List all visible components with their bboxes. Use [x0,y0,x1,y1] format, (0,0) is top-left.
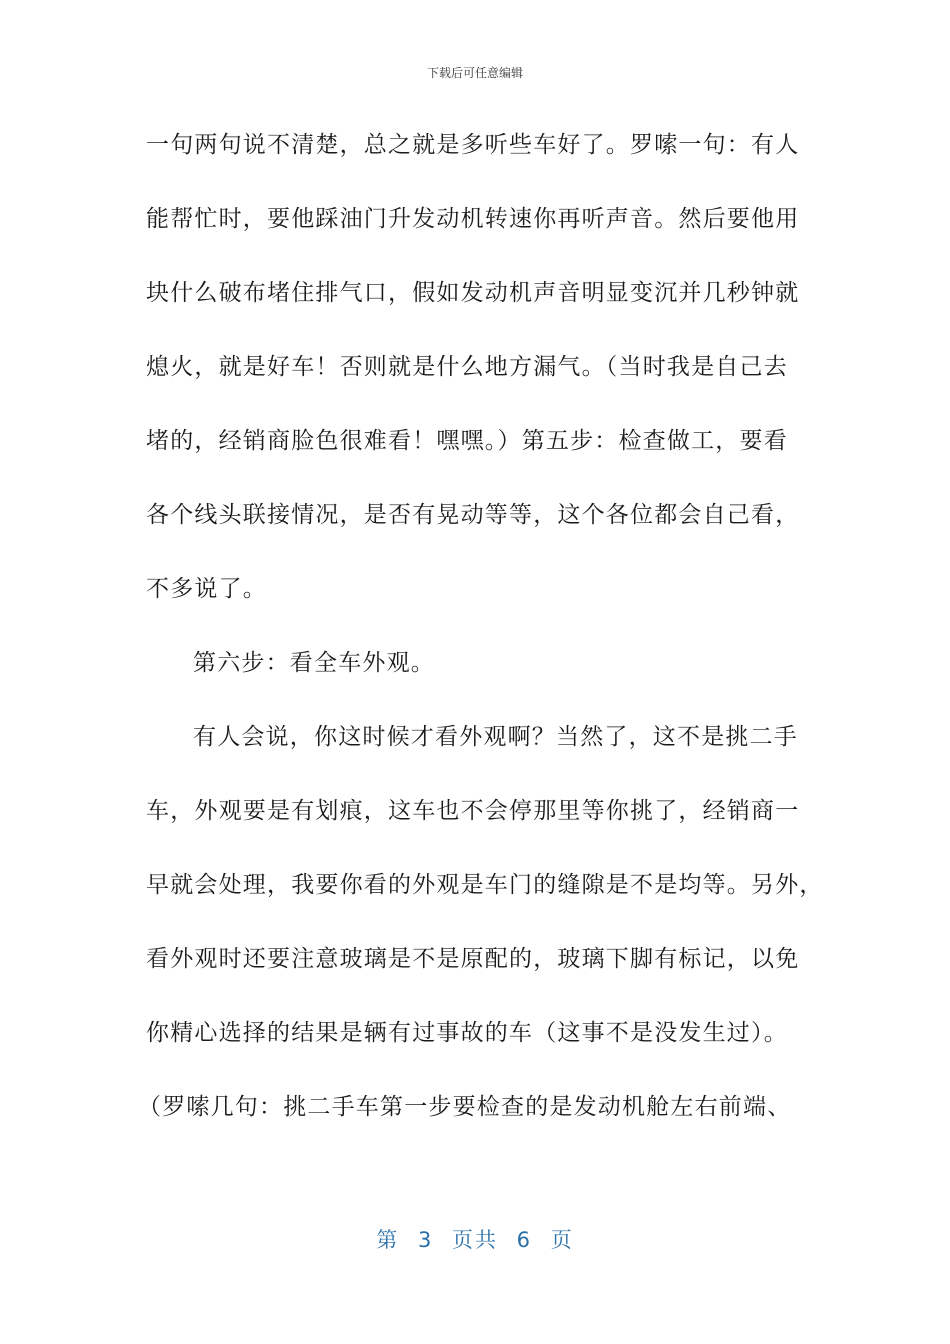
page-header-note: 下载后可任意编辑 [426,66,523,80]
text-line: 你精心选择的结果是辆有过事故的车（这事不是没发生过）。 [146,1020,788,1046]
text-line: 堵的，经销商脸色很难看！嘿嘿。）第五步：检查做工，要看 [146,428,788,454]
text-line: 不多说了。 [146,576,267,602]
text-line: 熄火，就是好车！否则就是什么地方漏气。（当时我是自己去 [146,354,788,380]
text-line: 块什么破布堵住排气口，假如发动机声音明显变沉并几秒钟就 [146,280,800,306]
text-line: （罗嗦几句：挑二手车第一步要检查的是发动机舱左右前端、 [138,1094,792,1120]
text-line: 第六步：看全车外观。 [193,650,435,676]
text-line: 一句两句说不清楚，总之就是多听些车好了。罗嗦一句：有人 [146,132,800,158]
text-line: 能帮忙时，要他踩油门升发动机转速你再听声音。然后要他用 [146,206,800,232]
text-line: 看外观时还要注意玻璃是不是原配的，玻璃下脚有标记，以免 [146,946,800,972]
document-body [138,122,824,1158]
page-number: 第 3 页共 6 页 [376,1228,574,1252]
text-line: 有人会说，你这时候才看外观啊？当然了，这不是挑二手 [193,724,798,750]
text-line: 车，外观要是有划痕，这车也不会停那里等你挑了，经销商一 [146,798,800,824]
text-line: 各个线头联接情况，是否有晃动等等，这个各位都会自己看， [146,502,800,528]
text-line: 早就会处理，我要你看的外观是车门的缝隙是不是均等。另外， [146,872,824,898]
